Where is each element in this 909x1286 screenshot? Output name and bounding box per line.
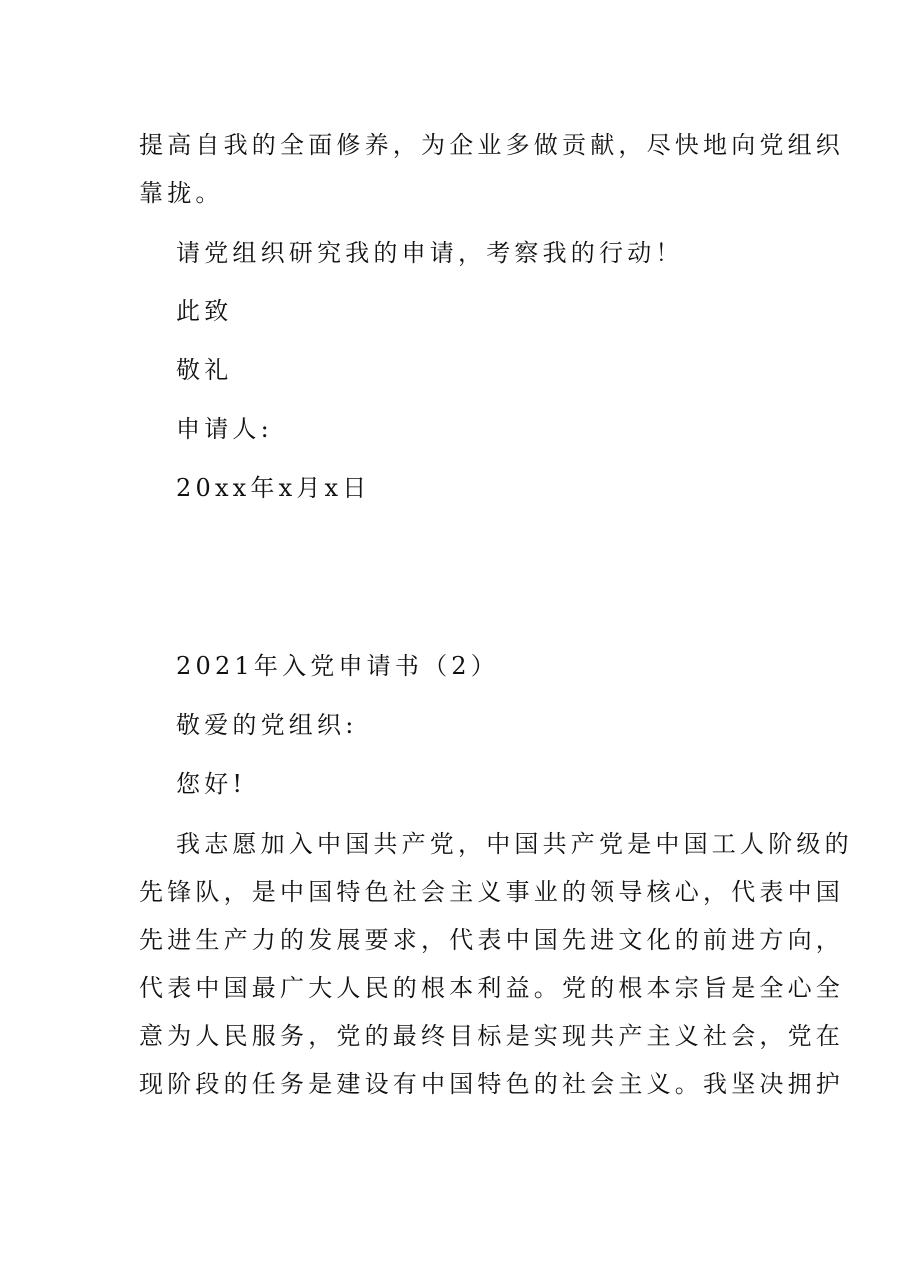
section-title: 2021年入党申请书（2） <box>176 652 499 680</box>
paragraph-line: 现阶段的任务是建设有中国特色的社会主义。我坚决拥护 <box>139 1070 844 1098</box>
closing-line: 敬礼 <box>176 356 233 384</box>
greeting: 您好! <box>176 770 247 798</box>
paragraph-line: 我志愿加入中国共产党，中国共产党是中国工人阶级的 <box>176 830 853 858</box>
date-line: 20xx年x月x日 <box>176 474 371 502</box>
request-line: 请党组织研究我的申请，考察我的行动！ <box>176 239 684 267</box>
applicant-label: 申请人: <box>176 415 273 443</box>
paragraph-line: 代表中国最广大人民的根本利益。党的根本宗旨是全心全 <box>139 974 844 1002</box>
paragraph-line: 先锋队，是中国特色社会主义事业的领导核心，代表中国 <box>139 878 844 906</box>
paragraph-line: 先进生产力的发展要求，代表中国先进文化的前进方向， <box>139 926 844 954</box>
paragraph-line: 靠拢。 <box>139 179 224 207</box>
salutation: 敬爱的党组织: <box>176 711 358 739</box>
paragraph-line: 意为人民服务，党的最终目标是实现共产主义社会，党在 <box>139 1022 844 1050</box>
paragraph-line: 提高自我的全面修养，为企业多做贡献，尽快地向党组织 <box>139 131 844 159</box>
closing-line: 此致 <box>176 297 233 325</box>
